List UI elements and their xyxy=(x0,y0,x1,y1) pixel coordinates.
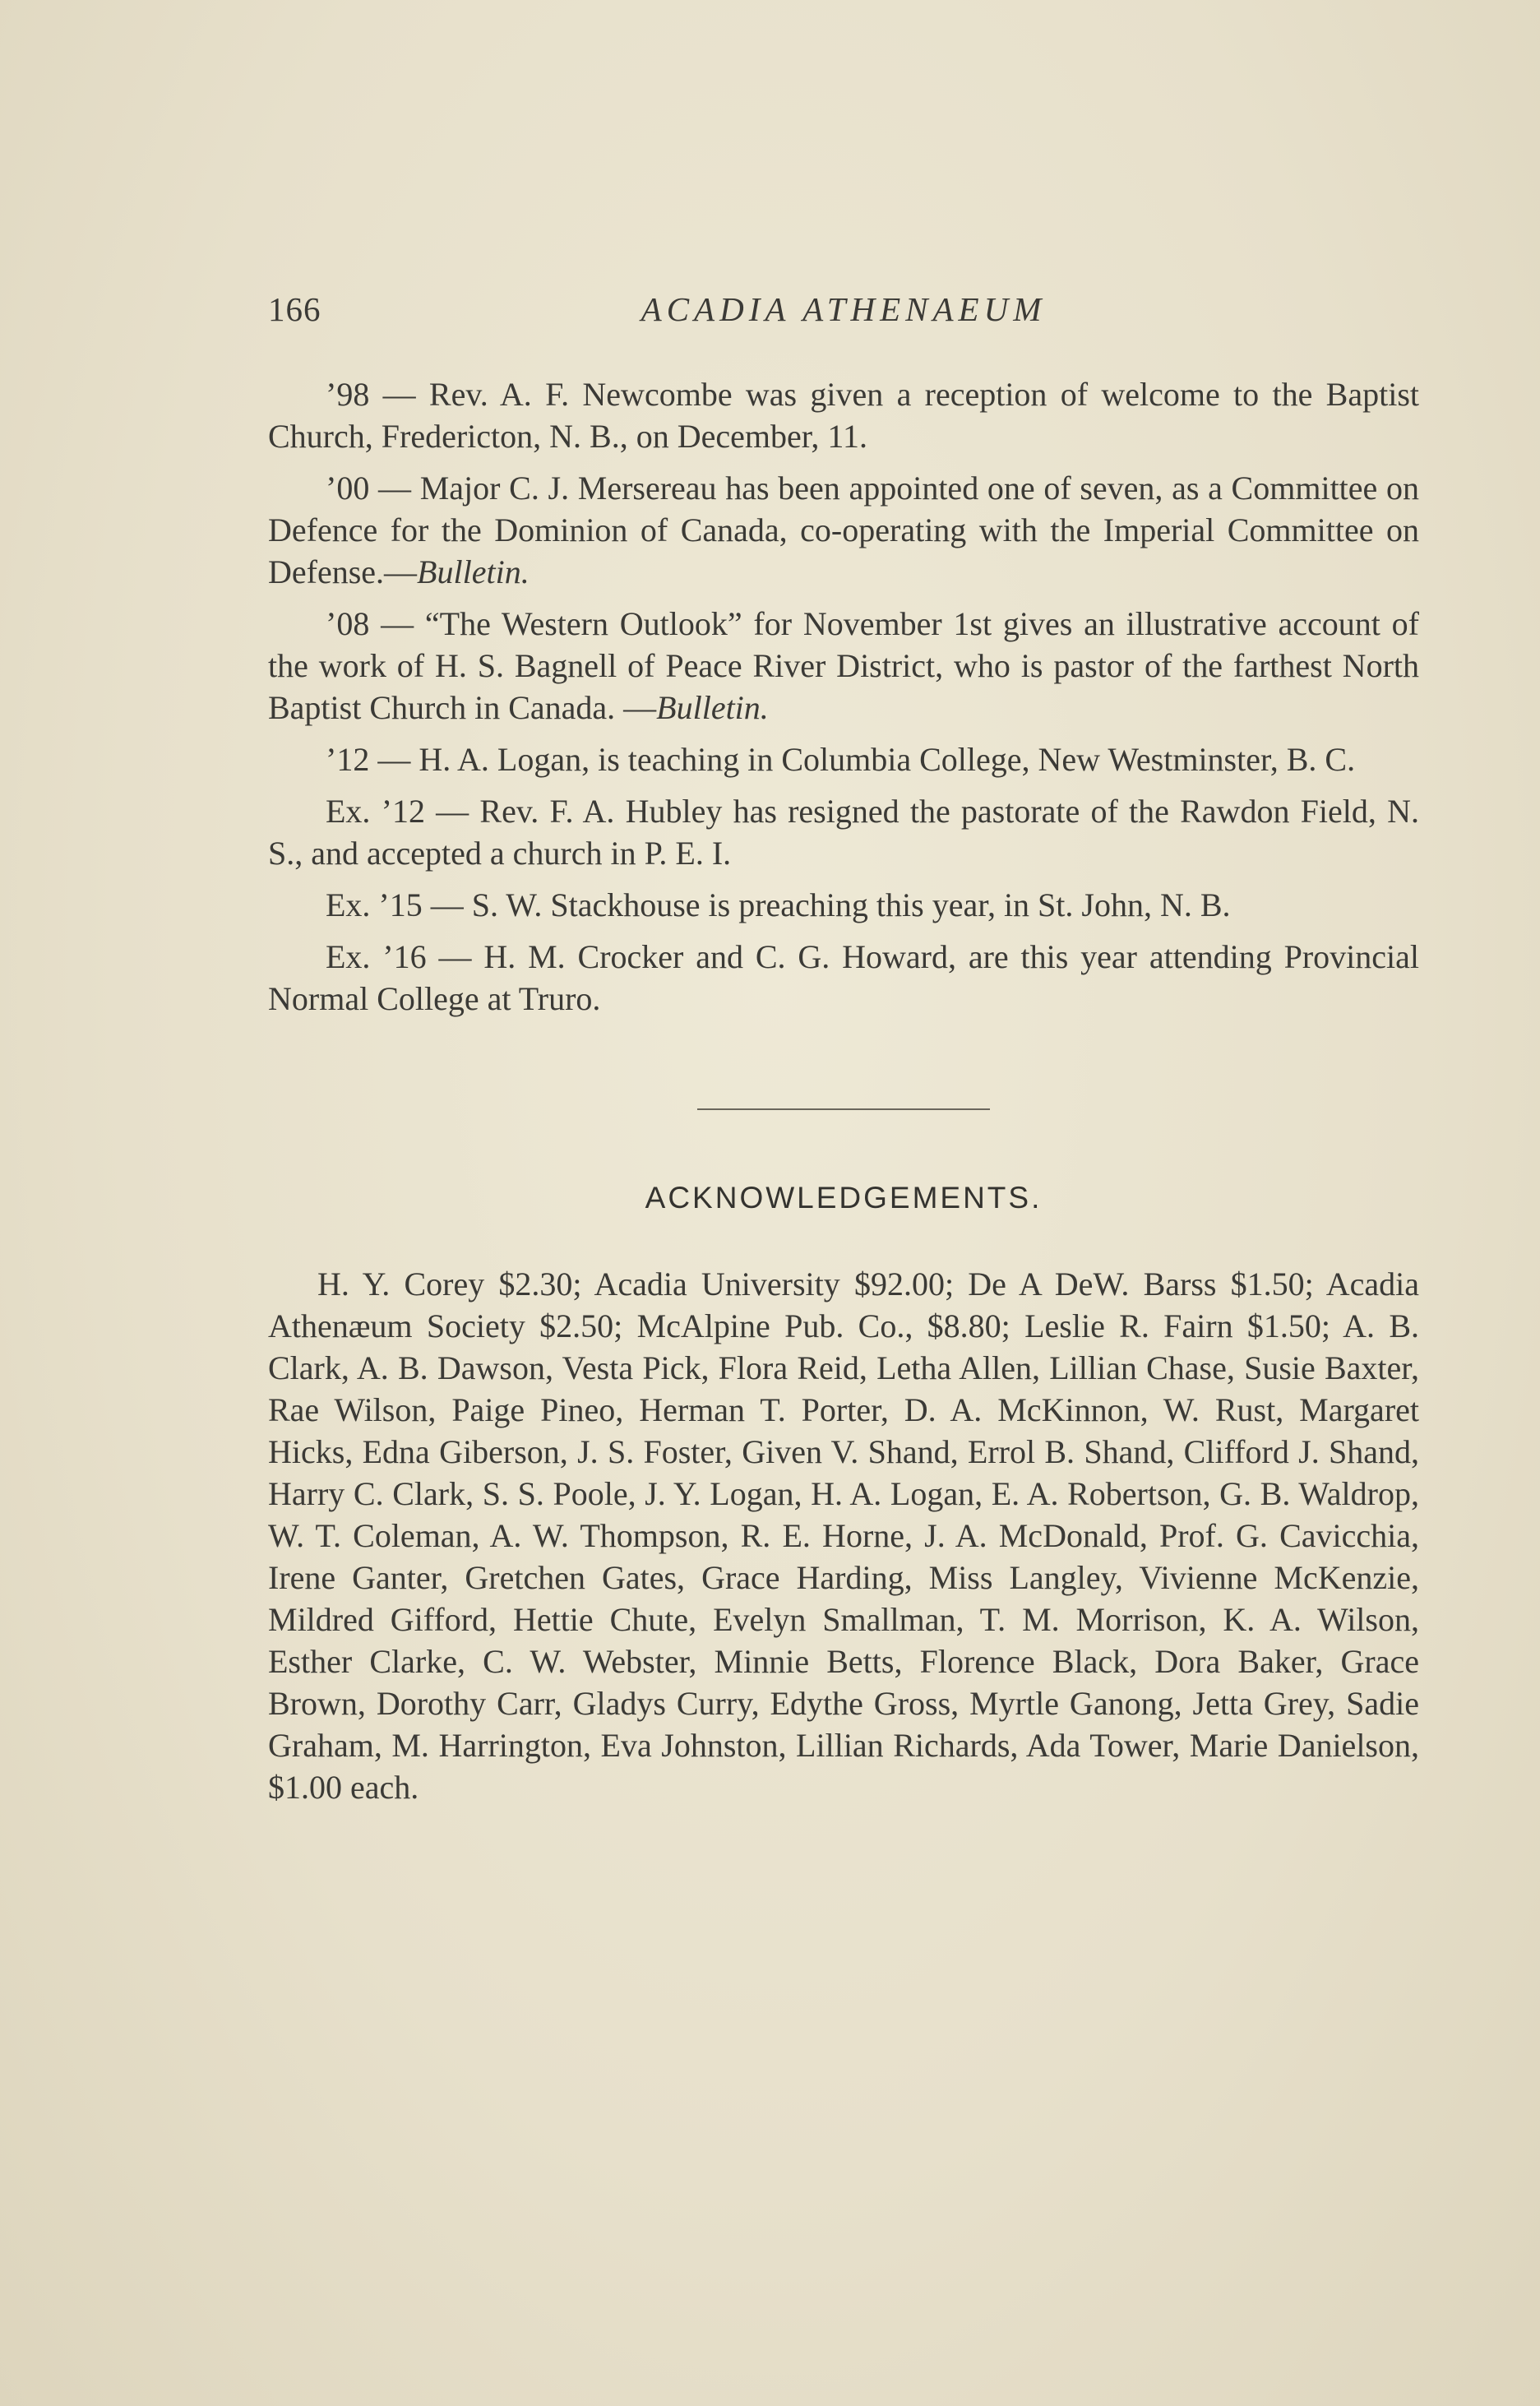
acknowledgements-text: H. Y. Corey $2.30; Acadia University $92.00; De A DeW. Barss $1.50; Acadia Athenæum Society $2.50; McAlpine Pub. Co., $8.80; Leslie R. Fairn $1.50; A. B. Clark, A. B. Dawson, Vesta Pick, Flora Reid, Letha Allen, Lillian Chase, Susie Baxter, Rae Wilson, Paige Pineo, Herman T. Porter, D. A. McKinnon, W. Rust, Margaret Hicks, Edna Giberson, J. S. Foster, Given V. Shand, Errol B. Shand, Clifford J. Shand, Harry C. Clark, S. S. Poole, J. Y. Logan, H. A. Logan, E. A. Robertson, G. B. Waldrop, W. T. Coleman, A. W. Thompson, R. E. Horne, J. A. McDonald, Prof. G. Cavicchia, Irene Ganter, Gretchen Gates, Grace Harding, Miss Langley, Vivienne McKenzie, Mildred Gifford, Hettie Chute, Evelyn Smallman, T. M. Morrison, K. A. Wilson, Esther Clarke, C. W. Webster, Minnie Betts, Florence Black, Dora Baker, Grace Brown, Dorothy Carr, Gladys Curry, Edythe Gross, Myrtle Ganong, Jetta Grey, Sadie Graham, M. Harrington, Eva Johnston, Lillian Richards, Ada Tower, Marie Danielson, $1.00 each. xyxy=(268,1265,1419,1806)
alumni-note xyxy=(268,373,1419,457)
acknowledgements-heading: ACKNOWLEDGEMENTS. xyxy=(645,1181,1043,1215)
note-text: ’08 — “The Western Outlook” for November 1st gives an illustrative account of the work of H. S. Bagnell of Peace River District, who is pastor of the farthest North Baptist Church in Canada. — xyxy=(268,605,1419,726)
note-source: Bulletin. xyxy=(656,689,769,726)
note-text: ’98 — Rev. A. F. Newcombe was given a reception of welcome to the Baptist Church, Fredericton, N. B., on December, 11. xyxy=(268,376,1419,455)
running-title: ACADIA ATHENAEUM xyxy=(641,290,1047,328)
note-text: Ex. ’15 — S. W. Stackhouse is preaching this year, in St. John, N. B. xyxy=(326,886,1231,923)
alumni-note xyxy=(268,790,1419,874)
alumni-note xyxy=(268,467,1419,593)
alumni-note xyxy=(268,936,1419,1020)
note-source: Bulletin. xyxy=(417,553,530,590)
alumni-note xyxy=(268,884,1419,926)
page-header xyxy=(268,280,1419,337)
note-text: Ex. ’12 — Rev. F. A. Hubley has resigned the pastorate of the Rawdon Field, N. S., and accepted a church in P. E. I. xyxy=(268,793,1419,872)
alumni-note xyxy=(268,603,1419,729)
alumni-notes xyxy=(268,373,1419,1020)
note-text: ’12 — H. A. Logan, is teaching in Columbia College, New Westminster, B. C. xyxy=(326,741,1356,778)
section-divider xyxy=(697,1108,990,1110)
note-text: Ex. ’16 — H. M. Crocker and C. G. Howard, are this year attending Provincial Normal College at Truro. xyxy=(268,938,1419,1017)
alumni-note xyxy=(268,738,1419,780)
document-page xyxy=(268,280,1419,1808)
note-text: ’00 — Major C. J. Mersereau has been appointed one of seven, as a Committee on Defence for the Dominion of Canada, co-operating with the Imperial Committee on Defense.— xyxy=(268,470,1419,590)
page-number: 166 xyxy=(268,290,321,328)
